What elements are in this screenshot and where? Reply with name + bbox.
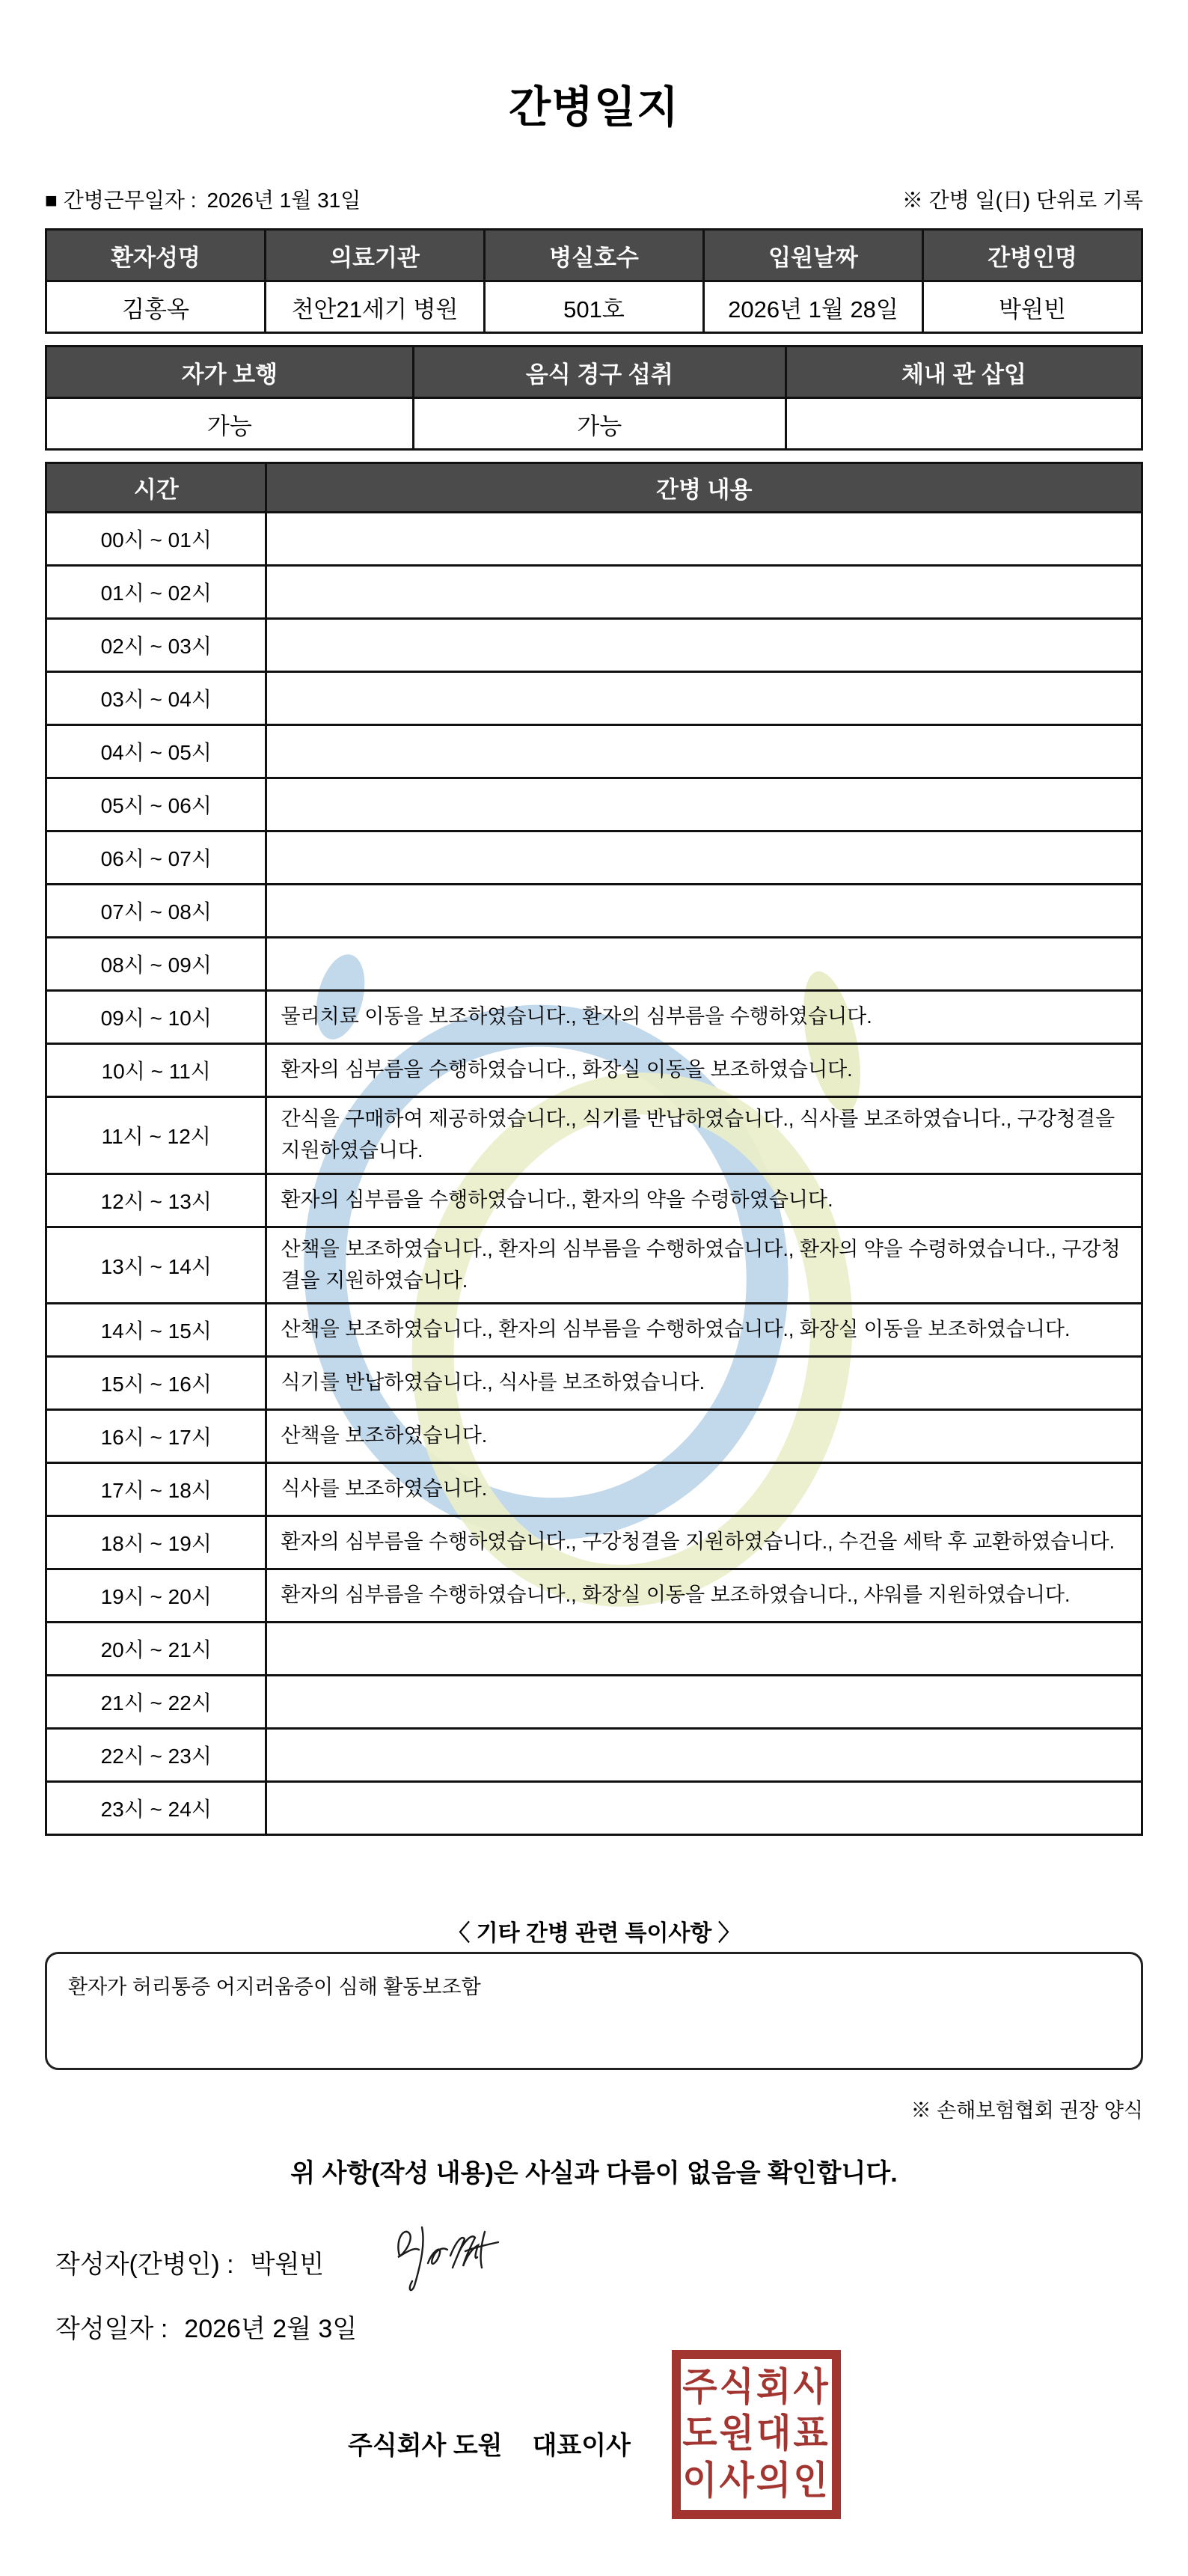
time-cell: 22시 ~ 23시 bbox=[46, 1729, 266, 1782]
time-cell: 16시 ~ 17시 bbox=[46, 1410, 266, 1463]
time-cell: 20시 ~ 21시 bbox=[46, 1623, 266, 1676]
header-care-content: 간병 내용 bbox=[266, 463, 1142, 513]
time-cell: 13시 ~ 14시 bbox=[46, 1227, 266, 1304]
content-cell: 간식을 구매하여 제공하였습니다., 식기를 반납하였습니다., 식사를 보조하였습니다., 구강청결을 지원하였습니다. bbox=[266, 1097, 1142, 1174]
care-log-row bbox=[46, 1569, 1142, 1623]
content-cell: 식사를 보조하였습니다. bbox=[266, 1463, 1142, 1516]
time-cell: 19시 ~ 20시 bbox=[46, 1569, 266, 1623]
care-log-row bbox=[46, 1044, 1142, 1097]
time-cell: 10시 ~ 11시 bbox=[46, 1044, 266, 1097]
time-cell: 03시 ~ 04시 bbox=[46, 672, 266, 725]
special-notes-heading: 〈 기타 간병 관련 특이사항 〉 bbox=[447, 1921, 741, 1946]
time-cell: 21시 ~ 22시 bbox=[46, 1676, 266, 1729]
writer-line bbox=[55, 2244, 324, 2280]
handwritten-signature bbox=[389, 2217, 520, 2307]
patient-info-table bbox=[45, 228, 1143, 334]
content-cell bbox=[266, 1676, 1142, 1729]
header-self-walking: 자가 보행 bbox=[46, 347, 414, 398]
value-oral-intake: 가능 bbox=[413, 398, 786, 450]
written-date-label: 작성일자 : bbox=[55, 2315, 168, 2343]
care-log-row bbox=[46, 991, 1142, 1044]
care-log-row bbox=[46, 831, 1142, 885]
content-cell: 식기를 반납하였습니다., 식사를 보조하였습니다. bbox=[266, 1357, 1142, 1410]
content-cell bbox=[266, 1623, 1142, 1676]
time-cell: 07시 ~ 08시 bbox=[46, 885, 266, 938]
header-oral-intake: 음식 경구 섭취 bbox=[413, 347, 786, 398]
work-date-label: ■ 간병근무일자 : bbox=[45, 189, 197, 212]
status-table bbox=[45, 345, 1143, 451]
time-cell: 23시 ~ 24시 bbox=[46, 1782, 266, 1835]
content-cell bbox=[266, 885, 1142, 938]
content-cell: 환자의 심부름을 수행하였습니다., 환자의 약을 수령하였습니다. bbox=[266, 1173, 1142, 1227]
time-cell: 14시 ~ 15시 bbox=[46, 1304, 266, 1357]
status-value-row bbox=[46, 398, 1142, 450]
value-medical-institution: 천안21세기 병원 bbox=[266, 281, 485, 333]
header-caregiver-name: 간병인명 bbox=[923, 230, 1142, 281]
header-room-number: 병실호수 bbox=[485, 230, 704, 281]
content-cell bbox=[266, 513, 1142, 566]
care-log-row bbox=[46, 1173, 1142, 1227]
care-log-row bbox=[46, 1729, 1142, 1782]
content-cell bbox=[266, 725, 1142, 778]
care-log-row bbox=[46, 1782, 1142, 1835]
patient-info-header-row bbox=[46, 230, 1142, 281]
page-title: 간병일지 bbox=[508, 83, 680, 132]
time-cell: 02시 ~ 03시 bbox=[46, 619, 266, 672]
time-cell: 11시 ~ 12시 bbox=[46, 1097, 266, 1174]
writer-label: 작성자(간병인) : bbox=[55, 2250, 234, 2279]
content-cell: 산책을 보조하였습니다., 환자의 심부름을 수행하였습니다., 환자의 약을 수령하였습니다., 구강청결을 지원하였습니다. bbox=[266, 1227, 1142, 1304]
content-cell bbox=[266, 831, 1142, 885]
patient-info-value-row bbox=[46, 281, 1142, 333]
work-date-value: 2026년 1월 31일 bbox=[206, 189, 361, 212]
time-cell: 18시 ~ 19시 bbox=[46, 1516, 266, 1569]
header-patient-name: 환자성명 bbox=[46, 230, 266, 281]
content-cell: 환자의 심부름을 수행하였습니다., 화장실 이동을 보조하였습니다. bbox=[266, 1044, 1142, 1097]
care-log-row bbox=[46, 619, 1142, 672]
content-cell bbox=[266, 778, 1142, 831]
care-log-row bbox=[46, 1410, 1142, 1463]
writer-name: 박원빈 bbox=[250, 2250, 325, 2279]
time-cell: 09시 ~ 10시 bbox=[46, 991, 266, 1044]
care-log-row bbox=[46, 1357, 1142, 1410]
header-time: 시간 bbox=[46, 463, 266, 513]
care-log-row bbox=[46, 1304, 1142, 1357]
stamp-line: 이사의인 bbox=[682, 2459, 830, 2503]
content-cell: 환자의 심부름을 수행하였습니다., 화장실 이동을 보조하였습니다., 샤워를 지원하였습니다. bbox=[266, 1569, 1142, 1623]
time-cell: 05시 ~ 06시 bbox=[46, 778, 266, 831]
company-seal-stamp bbox=[672, 2350, 841, 2519]
time-cell: 08시 ~ 09시 bbox=[46, 938, 266, 991]
content-cell bbox=[266, 672, 1142, 725]
stamp-line: 주식회사 bbox=[682, 2366, 830, 2409]
special-notes-content: 환자가 허리통증 어지러움증이 심해 활동보조함 bbox=[68, 1976, 481, 1998]
time-cell: 00시 ~ 01시 bbox=[46, 513, 266, 566]
care-log-row bbox=[46, 778, 1142, 831]
content-cell: 환자의 심부름을 수행하였습니다., 구강청결을 지원하였습니다., 수건을 세탁 후 교환하였습니다. bbox=[266, 1516, 1142, 1569]
care-log-row bbox=[46, 566, 1142, 619]
value-caregiver-name: 박원빈 bbox=[923, 281, 1142, 333]
care-log-table bbox=[45, 462, 1143, 1836]
care-log-row bbox=[46, 725, 1142, 778]
ceo-title: 대표이사 bbox=[532, 2432, 631, 2460]
written-date-value: 2026년 2월 3일 bbox=[184, 2315, 358, 2343]
care-log-row bbox=[46, 1676, 1142, 1729]
stamp-line: 도원대표 bbox=[682, 2412, 830, 2456]
time-cell: 04시 ~ 05시 bbox=[46, 725, 266, 778]
time-cell: 12시 ~ 13시 bbox=[46, 1173, 266, 1227]
content-cell bbox=[266, 619, 1142, 672]
value-room-number: 501호 bbox=[485, 281, 704, 333]
content-cell: 물리치료 이동을 보조하였습니다., 환자의 심부름을 수행하였습니다. bbox=[266, 991, 1142, 1044]
value-tube-insertion bbox=[786, 398, 1142, 450]
written-date-line bbox=[55, 2308, 357, 2345]
work-date-line bbox=[45, 184, 371, 214]
header-tube-insertion: 체내 관 삽입 bbox=[786, 347, 1142, 398]
time-cell: 06시 ~ 07시 bbox=[46, 831, 266, 885]
company-name: 주식회사 도원 bbox=[348, 2432, 503, 2460]
care-log-row bbox=[46, 885, 1142, 938]
content-cell bbox=[266, 1729, 1142, 1782]
care-log-row bbox=[46, 513, 1142, 566]
care-log-row bbox=[46, 672, 1142, 725]
time-cell: 17시 ~ 18시 bbox=[46, 1463, 266, 1516]
content-cell: 산책을 보조하였습니다. bbox=[266, 1410, 1142, 1463]
header-medical-institution: 의료기관 bbox=[266, 230, 485, 281]
care-log-row bbox=[46, 938, 1142, 991]
value-self-walking: 가능 bbox=[46, 398, 414, 450]
content-cell: 산책을 보조하였습니다., 환자의 심부름을 수행하였습니다., 화장실 이동을 보조하였습니다. bbox=[266, 1304, 1142, 1357]
care-log-row bbox=[46, 1227, 1142, 1304]
time-cell: 01시 ~ 02시 bbox=[46, 566, 266, 619]
header-admission-date: 입원날짜 bbox=[704, 230, 923, 281]
form-recommendation-note: ※ 손해보험협회 권장 양식 bbox=[910, 2099, 1143, 2122]
status-header-row bbox=[46, 347, 1142, 398]
value-patient-name: 김홍옥 bbox=[46, 281, 266, 333]
care-log-header-row bbox=[46, 463, 1142, 513]
care-log-row bbox=[46, 1463, 1142, 1516]
care-log-row bbox=[46, 1097, 1142, 1174]
content-cell bbox=[266, 1782, 1142, 1835]
special-notes-box bbox=[45, 1952, 1143, 2070]
unit-note: ※ 간병 일(日) 단위로 기록 bbox=[901, 189, 1143, 212]
care-log-row bbox=[46, 1516, 1142, 1569]
company-line bbox=[348, 2425, 631, 2461]
content-cell bbox=[266, 566, 1142, 619]
confirmation-statement: 위 사항(작성 내용)은 사실과 다름이 없음을 확인합니다. bbox=[290, 2159, 898, 2188]
meta-row bbox=[45, 184, 1143, 214]
content-cell bbox=[266, 938, 1142, 991]
care-log-row bbox=[46, 1623, 1142, 1676]
time-cell: 15시 ~ 16시 bbox=[46, 1357, 266, 1410]
value-admission-date: 2026년 1월 28일 bbox=[704, 281, 923, 333]
